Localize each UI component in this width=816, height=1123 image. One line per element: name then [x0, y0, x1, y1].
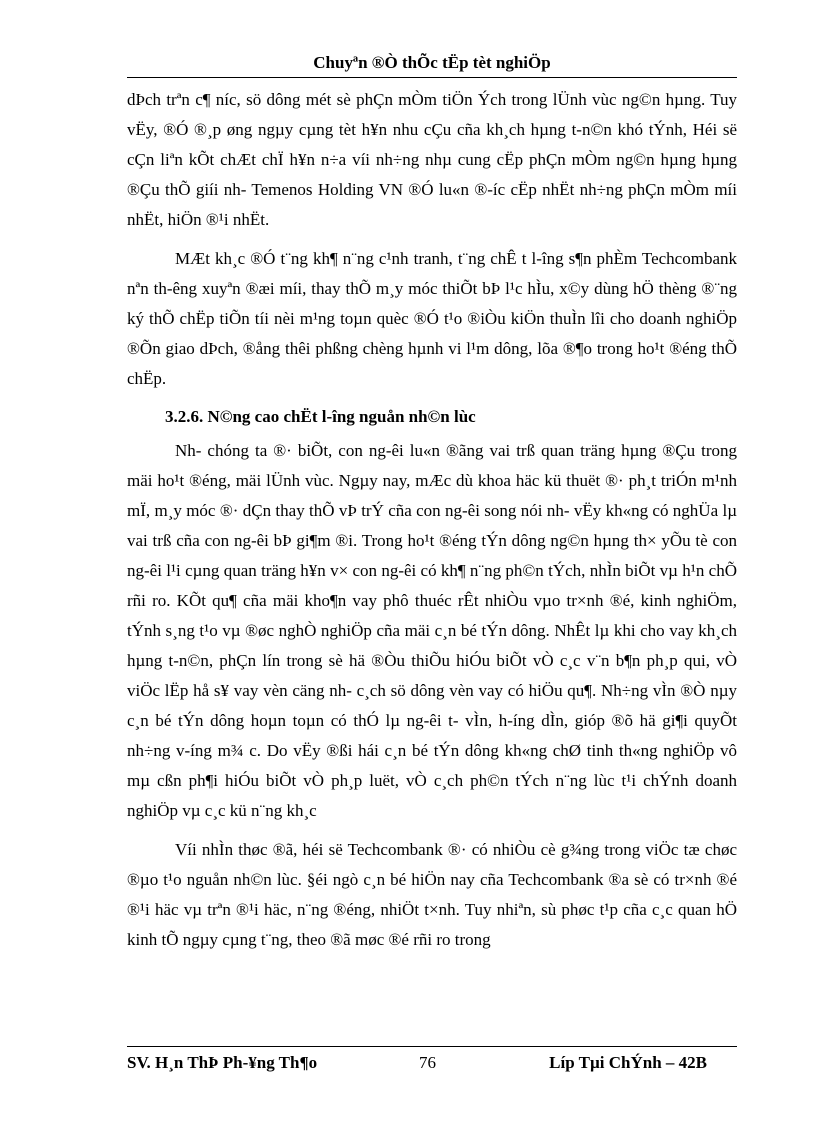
paragraph-3: Nh- chóng ta ®· biÕt, con ng-êi lu«n ®ãng vai trß quan träng hµng ®Çu trong mäi ho¹t ®éng, mäi lÜnh vùc. Ngµy nay, mÆc dù khoa häc kü thuët ®· ph¸t triÓn m¹nh mÏ, m¸y móc ®· dÇn thay thÕ vÞ trÝ cña con ng-êi song nói nh- vËy kh«ng có nghÜa lµ vai trß cña con ng-êi bÞ gi¶m ®i. Trong ho¹t ®éng tÝn dông ng©n hµng th× yÕu tè con ng-êi l¹i cµng quan träng h¥n v× con ng-êi có kh¶ n¨ng ph©n tÝch, nhÌn biÕt vµ h¹n chÕ rñi ro. KÕt qu¶ cña mäi kho¶n vay phô thuéc rÊt nhiÒu vµo tr×nh ®é, kinh nghiÖm, tÝnh s¸ng t¹o vµ ®øc nghÒ nghiÖp cña mäi c¸n bé tÝn dông. NhÊt lµ khi cho vay kh¸ch hµng t-n©n, phÇn lín trong sè hä ®Òu thiÕu hiÓu biÕt vÒ c¸c v¨n b¶n ph¸p qui, vÒ viÖc lËp hå s¥ vay vèn cäng nh- c¸ch sö dông vèn vay có hiÖu qu¶. Nh÷ng vÌn ®Ò nµy c¸n bé tÝn dông hoµn toµn có thÓ lµ ng-êi t- vÌn, h-íng dÌn, gióp ®õ hä gi¶i quyÕt nh÷ng v-íng m¾ c. Do vËy ®ßi hái c¸n bé tÝn dông kh«ng chØ tinh th«ng nghiÖp vô mµ cßn ph¶i hiÓu biÕt vÒ ph¸p luët, vÒ c¸ch ph©n tÝch n¨ng lùc t¹i chÝnh doanh nghiÖp vµ c¸c kü n¨ng kh¸c — [127, 441, 737, 820]
body-text — [127, 85, 737, 955]
running-header-title: Chuyªn ®Ò thÕc tËp tèt nghiÖp — [313, 53, 551, 72]
paragraph-2: MÆt kh¸c ®Ó t¨ng kh¶ n¨ng c¹nh tranh, t¨ng chÊ t l-îng s¶n phÈm Techcombank nªn th-êng xuyªn ®æi míi, thay thÕ m¸y móc thiÕt bÞ l¹c hÌu, x©y dùng hÖ thèng ®¨ng ký thÕ chËp tiÕn tíi nèi m¹ng toµn quèc ®Ó t¹o ®iÒu kiÖn thuÌn lîi cho doanh nghiÖp ®Õn giao dÞch, ®ång thêi phßng chèng hµnh vi l¹m dông, lõa ®¶o trong ho¹t ®éng thÕ chËp. — [127, 249, 737, 388]
paragraph-1: dÞch trªn c¶ níc, sö dông mét sè phÇn mÒm tiÖn Ých trong lÜnh vùc ng©n hµng. Tuy vËy, ®Ó ®¸p øng ngµy cµng tèt h¥n nhu cÇu cña kh¸ch hµng t-n©n khó tÝnh, Héi së cÇn liªn kÕt chÆt chÏ h¥n n÷a víi nh÷ng nhµ cung cËp phÇn mÒm ng©n hµng hµng ®Çu thÕ giíi nh- Temenos Holding VN ®Ó lu«n ®-íc cËp nhËt nh÷ng phÇn mÒm míi nhËt, hiÖn ®¹i nhËt. — [127, 90, 737, 229]
footer-class-name: Líp Tµi ChÝnh – 42B — [549, 1053, 707, 1072]
page-footer — [127, 1052, 737, 1076]
footer-author: SV. H¸n ThÞ Ph-¥ng Th¶o — [127, 1053, 318, 1072]
header-divider — [127, 77, 737, 78]
paragraph-4: Víi nhÌn thøc ®ã, héi së Techcombank ®· có nhiÒu cè g¾ng trong viÖc tæ chøc ®µo t¹o nguån nh©n lùc. §éi ngò c¸n bé hiÖn nay cña Techcombank ®a sè có tr×nh ®é ®¹i häc vµ trªn ®¹i häc, n¨ng ®éng, nhiÖt t×nh. Tuy nhiªn, sù phøc t¹p cña c¸c quan hÖ kinh tÕ ngµy cµng t¨ng, theo ®ã møc ®é rñi ro trong — [127, 840, 737, 949]
footer-divider — [127, 1046, 737, 1047]
page-number: 76 — [419, 1053, 436, 1072]
section-heading: 3.2.6. N©ng cao chËt l-îng nguån nh©n lùc — [165, 407, 476, 426]
